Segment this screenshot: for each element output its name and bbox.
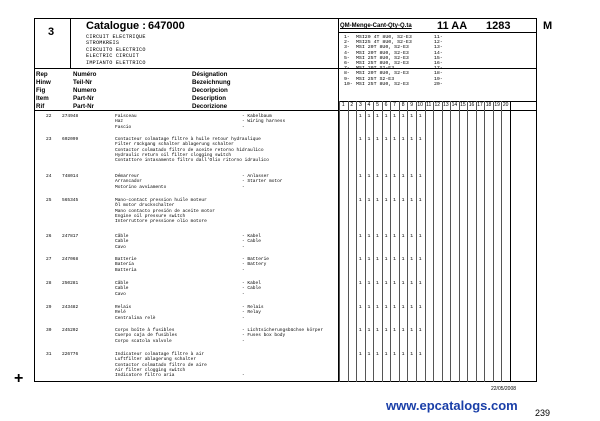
column-number: 17 <box>477 102 483 108</box>
quantity-cell: 1 <box>410 234 414 239</box>
grid-line <box>382 101 383 382</box>
quantity-cell: 1 <box>401 352 405 357</box>
grid-line <box>348 101 349 382</box>
quantity-cell: 1 <box>358 114 362 119</box>
row-translation: - Lichtsicherungsbüchse körper - Fuses box body - <box>242 328 324 344</box>
quantity-cell: 1 <box>410 257 414 262</box>
quantity-cell: 1 <box>367 281 371 286</box>
quantity-cell: 1 <box>418 328 422 333</box>
grid-line <box>365 101 366 382</box>
quantity-cell: 1 <box>384 174 388 179</box>
quantity-cell: 1 <box>393 137 396 142</box>
section-title: ELECTRIC CIRCUIT <box>86 53 140 60</box>
row-quantities <box>339 305 510 310</box>
row-rep: 24 <box>46 174 52 179</box>
row-part-number: 274948 <box>62 114 79 119</box>
print-date: 22/05/2008 <box>491 386 517 392</box>
row-quantities <box>339 234 510 239</box>
divider-subheader <box>34 110 537 111</box>
quantity-cell: 1 <box>367 328 371 333</box>
column-number: 4 <box>367 102 371 108</box>
quantity-cell: 1 <box>358 137 362 142</box>
quantity-cell: 1 <box>418 114 422 119</box>
row-quantities <box>339 328 510 333</box>
quantity-cell: 1 <box>401 234 405 239</box>
column-number: 8 <box>401 102 405 108</box>
row-quantities <box>339 352 510 357</box>
quantity-cell: 1 <box>376 137 379 142</box>
row-description: Batterie Batería Batteria <box>115 257 137 273</box>
model-entry: 10- MSI 25T 8U0, S2-E3 20- <box>344 81 443 87</box>
model-entry: 6- MSI 25T 8U0, S2-E3 16- <box>344 61 443 67</box>
row-quantities <box>339 174 510 179</box>
row-description: Faisceau Haz Fascio <box>115 114 137 130</box>
column-header-part-number: Numéro Teil-Nr Numero Part-Nr Part-Nr <box>73 71 97 110</box>
column-number: 18 <box>485 102 492 108</box>
row-part-number: 245202 <box>62 328 79 333</box>
model-list <box>344 35 443 87</box>
grid-line <box>339 101 340 382</box>
column-numbers <box>339 101 510 109</box>
quantity-cell: 1 <box>376 328 379 333</box>
watermark-url[interactable]: www.epcatalogs.com <box>386 398 518 413</box>
quantity-cell: 1 <box>376 198 379 203</box>
row-rep: 25 <box>46 198 52 203</box>
quantity-cell: 1 <box>367 174 371 179</box>
page-number: 3 <box>47 26 55 38</box>
quantity-cell: 1 <box>393 281 396 286</box>
divider-qtyhead <box>338 32 537 33</box>
quantity-cell: 1 <box>401 114 405 119</box>
grid-line <box>484 101 485 382</box>
quantity-cell: 1 <box>376 174 379 179</box>
row-rep: 26 <box>46 234 52 239</box>
row-quantities <box>339 114 510 119</box>
divider-pagenum <box>70 18 71 68</box>
grid-line <box>390 101 391 382</box>
section-title: CIRCUITO ELECTRICO <box>86 46 146 53</box>
quantity-cell: 1 <box>418 257 422 262</box>
grid-line <box>459 101 460 382</box>
quantity-cell: 1 <box>410 114 414 119</box>
section-titles <box>86 34 146 66</box>
model-entry: 1- MSI20 4T 8U0, S2-E3 11- <box>344 35 443 40</box>
column-number: 20 <box>502 102 509 108</box>
quantity-cell: 1 <box>410 174 414 179</box>
row-description: Mano-contact pression huile moteur Öl motor druckschalter Mano contacto presión de aceite motor Engine oil pressure switch Interruttore pressione olio motore <box>115 198 215 225</box>
quantity-cell: 1 <box>367 114 371 119</box>
row-translation: - Batterie - Battery - <box>242 257 270 273</box>
quantity-cell: 1 <box>401 328 405 333</box>
row-rep: 30 <box>46 328 52 333</box>
column-number: 14 <box>451 102 458 108</box>
quantity-cell: 1 <box>410 305 414 310</box>
plus-icon: + <box>14 370 24 387</box>
marker-letter: M <box>543 20 553 32</box>
row-translation: - <box>242 373 245 379</box>
row-description: Démarreur Arrancador Motorino avviamento <box>115 174 167 190</box>
quantity-cell: 1 <box>376 257 379 262</box>
catalogue-label: Catalogue : <box>86 20 146 32</box>
grid-line <box>510 101 511 382</box>
quantity-cell: 1 <box>367 305 371 310</box>
quantity-cell: 1 <box>393 198 396 203</box>
quantity-cell: 1 <box>418 281 422 286</box>
quantity-cell: 1 <box>367 198 371 203</box>
grid-line <box>501 101 502 382</box>
row-rep: 31 <box>46 352 52 357</box>
quantity-cell: 1 <box>376 114 379 119</box>
row-description: Câble Cable Cavo <box>115 234 129 250</box>
quantity-cell: 1 <box>418 352 422 357</box>
model-entry: 2- MSI25 4T 8U0, S2-E3 12- <box>344 40 443 46</box>
quantity-cell: 1 <box>401 257 405 262</box>
quantity-cell: 1 <box>393 174 396 179</box>
model-entry: 7- MSI 20T S2-E3 17- <box>344 66 443 72</box>
row-description: Corps boîte à fusibles Cuerpo caja de fusibles Corpo scatola valvole <box>115 328 178 344</box>
row-quantities <box>339 137 510 142</box>
column-number: 1 <box>341 102 345 108</box>
grid-line <box>373 101 374 382</box>
quantity-cell: 1 <box>358 305 362 310</box>
quantity-cell: 1 <box>401 174 405 179</box>
row-quantities <box>339 281 510 286</box>
grid-line <box>467 101 468 382</box>
grid-line <box>416 101 417 382</box>
column-number: 5 <box>376 102 379 108</box>
page-indicator: 239 <box>535 408 551 418</box>
section-title: CIRCUIT ELECTRIQUE <box>86 34 146 40</box>
quantity-cell: 1 <box>384 114 388 119</box>
quantity-cell: 1 <box>410 352 414 357</box>
grid-line <box>493 101 494 382</box>
row-quantities <box>339 198 510 203</box>
quantity-cell: 1 <box>410 281 414 286</box>
quantity-cell: 1 <box>410 137 414 142</box>
column-header-rep: Rep Hinw Fig Item Rif <box>36 71 51 110</box>
quantity-cell: 1 <box>384 328 388 333</box>
quantity-cell: 1 <box>393 257 396 262</box>
column-number: 6 <box>384 102 388 108</box>
column-header-description: Désignation Bezeichnung Decoripcion Description Decorizione <box>192 71 231 110</box>
quantity-cell: 1 <box>393 114 396 119</box>
row-part-number: 565345 <box>62 198 79 203</box>
quantity-cell: 1 <box>418 174 422 179</box>
row-part-number: 243482 <box>62 305 79 310</box>
column-number: 9 <box>410 102 414 108</box>
row-translation: - Kabelbaum - Wiring harness - <box>242 114 286 130</box>
row-part-number: 602099 <box>62 137 79 142</box>
grid-line <box>407 101 408 382</box>
row-rep: 29 <box>46 305 52 310</box>
quantity-cell: 1 <box>393 234 396 239</box>
model-entry: 5- MSI 25T 8U0, S2-E3 15- <box>344 55 443 61</box>
row-part-number: 226776 <box>62 352 79 357</box>
group-code: 11 AA <box>437 20 468 32</box>
quantity-cell: 1 <box>358 281 362 286</box>
column-number: 16 <box>468 102 475 108</box>
row-description: Indicateur colmatage filtre à air Luftfilter ablagerung schalter Contactor colmatado filtro de aire Air filter clogging switch Indicatore filtro aria <box>115 352 207 379</box>
quantity-cell: 1 <box>367 234 371 239</box>
quantity-cell: 1 <box>384 281 388 286</box>
column-number: 10 <box>417 102 423 108</box>
quantity-cell: 1 <box>358 234 362 239</box>
model-entry: 8- MSI 20T 8U0, S2-E3 18- <box>344 71 443 77</box>
quantity-cell: 1 <box>410 198 414 203</box>
grid-line <box>399 101 400 382</box>
quantity-cell: 1 <box>367 257 371 262</box>
row-rep: 23 <box>46 137 52 142</box>
quantity-cell: 1 <box>358 198 362 203</box>
quantity-cell: 1 <box>418 198 422 203</box>
row-rep: 27 <box>46 257 52 262</box>
model-entry: 4- MSI 20T 8U0, S2-E3 14- <box>344 50 443 56</box>
quantity-cell: 1 <box>376 234 379 239</box>
grid-line <box>425 101 426 382</box>
model-entry: 3- MSI 20T 8U0, S2-E3 13- <box>344 45 443 51</box>
row-part-number: 247817 <box>62 234 79 239</box>
quantity-cell: 1 <box>367 352 371 357</box>
quantity-cell: 1 <box>393 305 396 310</box>
quantity-cell: 1 <box>384 137 388 142</box>
row-translation: - Kabel - Cable - <box>242 281 261 297</box>
grid-line <box>476 101 477 382</box>
row-rep: 22 <box>46 114 52 119</box>
model-entry: 9- MSI 25T S2-E3 19- <box>344 76 443 82</box>
quantity-cell: 1 <box>358 257 362 262</box>
catalogue-number: 647000 <box>148 20 185 32</box>
quantity-cell: 1 <box>376 352 379 357</box>
quantity-cell: 1 <box>393 328 396 333</box>
quantity-cell: 1 <box>358 328 362 333</box>
group-number: 1283 <box>486 20 511 32</box>
grid-line <box>356 101 357 382</box>
grid-line <box>450 101 451 382</box>
row-description: Contacteur colmatage filtre à huile retour hydraulique Filter rückgang schalter ablagerung schalter Contactor colmatado filtro de aceite retorno hidraulico Hydraulic return oil filter clogging switch Contattore intasamento filtro dall'Olio ritorno idraulico <box>115 137 269 164</box>
quantity-cell: 1 <box>384 257 388 262</box>
quantity-cell: 1 <box>358 352 362 357</box>
row-translation: - Kabel - Cable - <box>242 234 261 250</box>
row-quantities <box>339 257 510 262</box>
quantity-cell: 1 <box>418 234 422 239</box>
grid-line <box>433 101 434 382</box>
quantity-cell: 1 <box>384 198 388 203</box>
row-part-number: 247068 <box>62 257 79 262</box>
quantity-cell: 1 <box>418 137 422 142</box>
row-part-number: 250281 <box>62 281 79 286</box>
row-description: Relais Relé Centralina relè <box>115 305 156 321</box>
quantity-cell: 1 <box>401 305 405 310</box>
column-number: 19 <box>494 102 500 108</box>
quantity-cell: 1 <box>401 281 405 286</box>
row-part-number: 748014 <box>62 174 79 179</box>
quantity-cell: 1 <box>401 137 405 142</box>
quantity-cell: 1 <box>376 281 379 286</box>
quantity-cell: 1 <box>401 198 405 203</box>
row-translation: - Anlasser - Starter motor - <box>242 174 283 190</box>
quantity-cell: 1 <box>384 352 388 357</box>
row-translation: - Relais - Relay - <box>242 305 264 321</box>
quantity-cell: 1 <box>384 305 388 310</box>
row-description: Câble Cable Cavo <box>115 281 129 297</box>
quantity-cell: 1 <box>358 174 362 179</box>
column-number: 2 <box>350 102 354 108</box>
column-number: 13 <box>443 102 449 108</box>
column-number: 3 <box>358 102 362 108</box>
quantity-cell: 1 <box>410 328 414 333</box>
quantity-header: QM-Menge-Cant-Qty-Q.ta <box>340 23 412 29</box>
row-rep: 28 <box>46 281 52 286</box>
section-title: IMPIANTO ELETTRICO <box>86 59 146 66</box>
column-number: 15 <box>460 102 466 108</box>
grid-line <box>442 101 443 382</box>
quantity-cell: 1 <box>418 305 422 310</box>
column-number: 7 <box>393 102 396 108</box>
quantity-cell: 1 <box>376 305 379 310</box>
section-title: STROMKREIS <box>86 40 120 47</box>
quantity-cell: 1 <box>367 137 371 142</box>
column-number: 12 <box>434 102 441 108</box>
quantity-cell: 1 <box>393 352 396 357</box>
quantity-cell: 1 <box>384 234 388 239</box>
column-number: 11 <box>426 102 432 108</box>
